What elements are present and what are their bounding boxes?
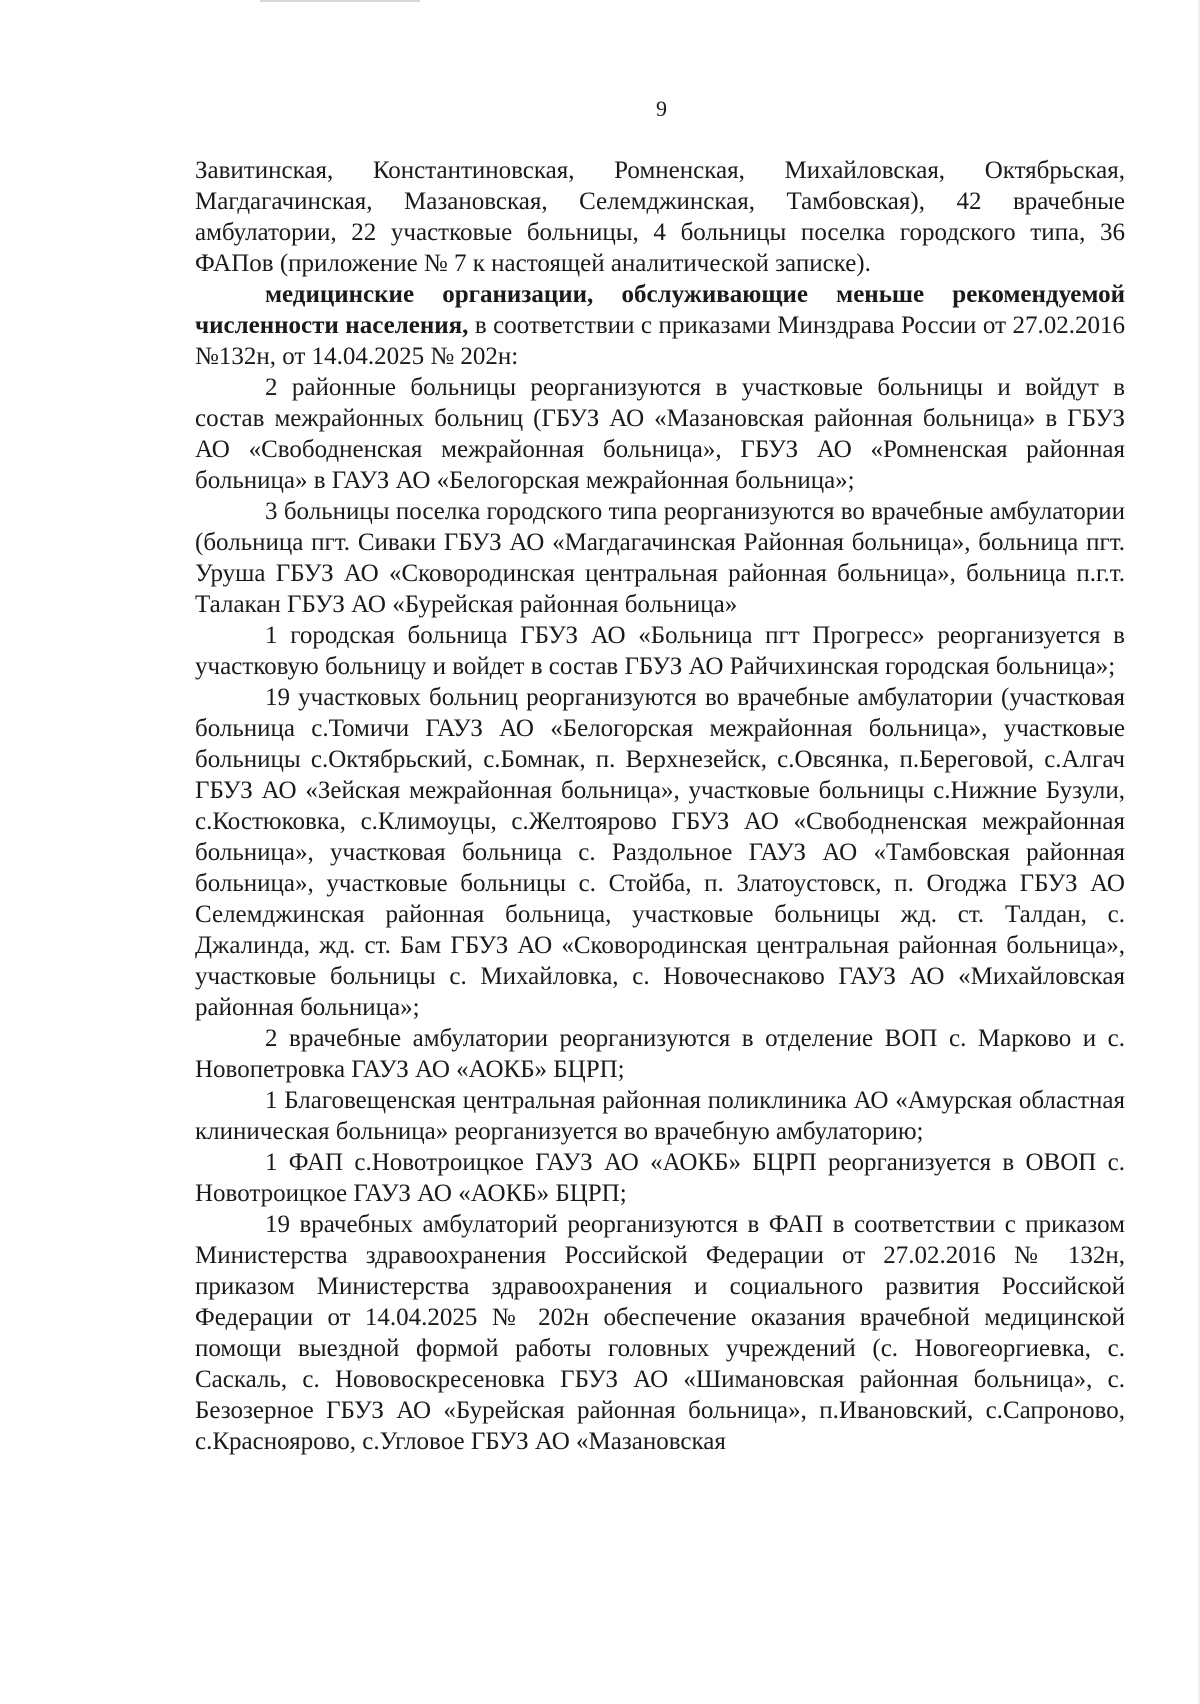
scan-edge-artifact (260, 0, 420, 2)
paragraph: 1 ФАП с.Новотроицкое ГАУЗ АО «АОКБ» БЦРП реорганизуется в ОВОП с. Новотроицкое ГАУЗ АО «АОКБ» БЦРП; (195, 1149, 1125, 1207)
paragraph: 3 больницы поселка городского типа реорганизуются во врачебные амбулатории (больница пгт. Сиваки ГБУЗ АО «Магдагачинская Районная больница», больница пгт. Уруша ГБУЗ АО «Сковородинская центральная районная больница», больница п.г.т. Талакан ГБУЗ АО «Бурейская районная больница» (195, 498, 1125, 618)
paragraph: 1 городская больница ГБУЗ АО «Больница пгт Прогресс» реорганизуется в участковую больницу и войдет в состав ГБУЗ АО Райчихинская городская больница»; (195, 622, 1125, 680)
paragraph: 2 врачебные амбулатории реорганизуются в отделение ВОП с. Марково и с. Новопетровка ГАУЗ АО «АОКБ» БЦРП; (195, 1025, 1125, 1083)
page-number: 9 (656, 96, 667, 121)
bold-heading-text: медицинские организации, обслуживающие меньше рекомендуемой численности населения, (195, 281, 1125, 339)
paragraph: 2 районные больницы реорганизуются в участковые больницы и войдут в состав межрайонных больниц (ГБУЗ АО «Мазановская районная больница» в ГБУЗ АО «Свободненская межрайонная больница», ГБУЗ АО «Ромненская районная больница» в ГАУЗ АО «Белогорская межрайонная больница»; (195, 374, 1125, 494)
paragraph: 19 участковых больниц реорганизуются во врачебные амбулатории (участковая больница с.Томичи ГАУЗ АО «Белогорская межрайонная больница», участковые больницы с.Октябрьский, с.Бомнак, п. Верхнезейск, с.Овсянка, п.Береговой, с.Алгач ГБУЗ АО «Зейская межрайонная больница», участковые больницы с.Нижние Бузули, с.Костюковка, с.Климоуцы, с.Желтоярово ГБУЗ АО «Свободненская межрайонная больница», участковая больница с. Раздольное ГАУЗ АО «Тамбовская районная больница», участковые больницы с. Стойба, п. Златоустовск, п. Огоджа ГБУЗ АО Селемджинская районная больница, участковые больницы жд. ст. Талдан, с. Джалинда, жд. ст. Бам ГБУЗ АО «Сковородинская центральная районная больница», участковые больницы с. Михайловка, с. Новочеснаково ГАУЗ АО «Михайловская районная больница»; (195, 684, 1125, 1021)
paragraph (195, 279, 1125, 372)
paragraph: Завитинская, Константиновская, Ромненская, Михайловская, Октябрьская, Магдагачинская, Мазановская, Селемджинская, Тамбовская), 42 врачебные амбулатории, 22 участковые больницы, 4 больницы поселка городского типа, 36 ФАПов (приложение № 7 к настоящей аналитической записке). (195, 157, 1125, 277)
document-body (195, 155, 1125, 1457)
paragraph: 19 врачебных амбулаторий реорганизуются в ФАП в соответствии с приказом Министерства здравоохранения Российской Федерации от 27.02.2016 № 132н, приказом Министерства здравоохранения и социального развития Российской Федерации от 14.04.2025 № 202н обеспечение оказания врачебной медицинской помощи выездной формой работы головных учреждений (с. Новогеоргиевка, с. Саскаль, с. Нововоскресеновка ГБУЗ АО «Шимановская районная больница», с. Безозерное ГБУЗ АО «Бурейская районная больница», п.Ивановский, с.Сапроново, с.Красноярово, с.Угловое ГБУЗ АО «Мазановская (195, 1211, 1125, 1455)
paragraph-text: в соответствии с приказами Минздрава России от 27.02.2016 №132н, от 14.04.2025 № 202н: (195, 312, 1125, 370)
paragraph: 1 Благовещенская центральная районная поликлиника АО «Амурская областная клиническая больница» реорганизуется во врачебную амбулаторию; (195, 1087, 1125, 1145)
